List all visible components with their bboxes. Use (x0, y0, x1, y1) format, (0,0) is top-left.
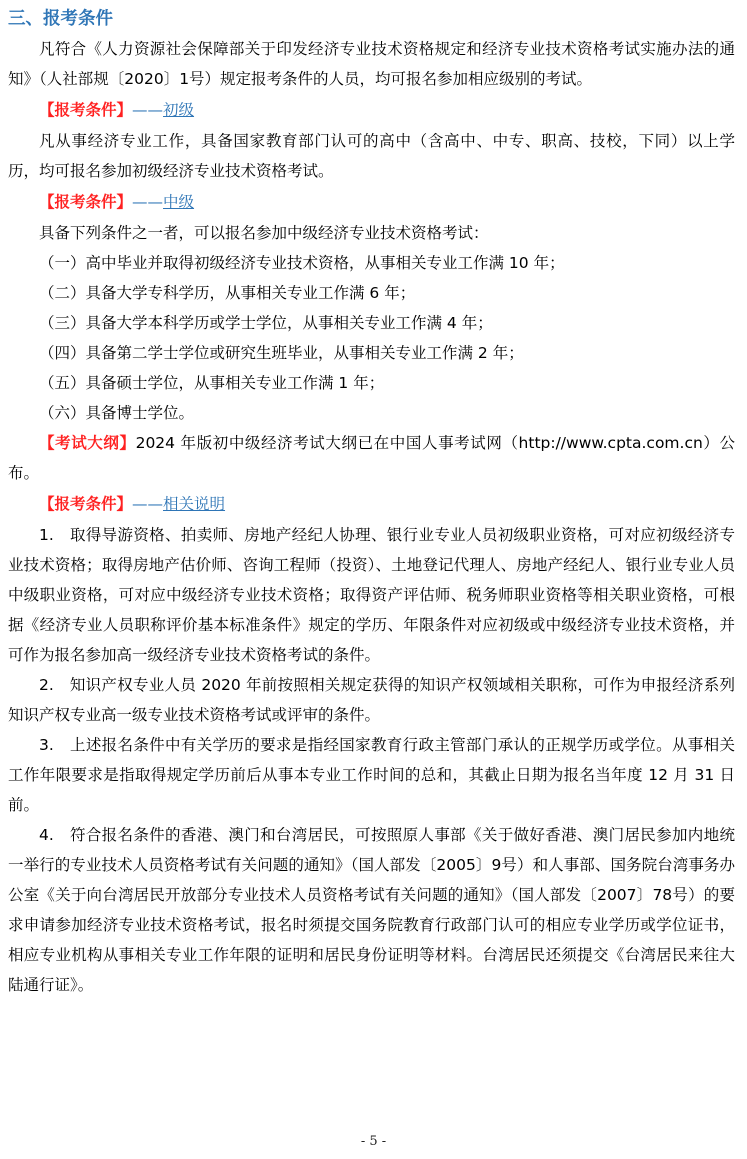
syllabus-tag: 【考试大纲】 (39, 434, 136, 452)
list-item: （六）具备博士学位。 (39, 404, 195, 422)
syllabus-paragraph (8, 428, 735, 488)
link-intermediate[interactable]: 中级 (163, 193, 195, 211)
subhead-dash: —— (132, 193, 164, 211)
list-item: （二）具备大学专科学历，从事相关专业工作满 6 年； (39, 284, 416, 302)
list-item: （五）具备硕士学位，从事相关专业工作满 1 年； (39, 374, 385, 392)
subhead-notes (8, 488, 735, 520)
link-notes[interactable]: 相关说明 (163, 495, 226, 513)
note-paragraph-2: 2. 知识产权专业人员 2020 年前按照相关规定获得的知识产权领域相关职称，可作为申报经济系列知识产权专业高一级专业技术资格考试或评审的条件。 (8, 676, 735, 724)
note-paragraph-1: 1. 取得导游资格、拍卖师、房地产经纪人协理、银行业专业人员初级职业资格，可对应初级经济专业技术资格；取得房地产估价师、咨询工程师（投资）、土地登记代理人、房地产经纪人、银行业专业人员中级职业资格，可对应中级经济专业技术资格；取得资产评估师、税务师职业资格等相关职业资格，可根据《经济专业人员职称评价基本标准条件》规定的学历、年限条件对应初级或中级经济专业技术资格，并可作为报名参加高一级经济专业技术资格考试的条件。 (8, 526, 735, 664)
page-number: - 5 - (360, 1134, 387, 1149)
subhead-dash: —— (132, 101, 164, 119)
note-paragraph-3: 3. 上述报名条件中有关学历的要求是指经国家教育行政主管部门承认的正规学历或学位。从事相关工作年限要求是指取得规定学历前后从事本专业工作时间的总和，其截止日期为报名当年度 12 月 31 日前。 (8, 736, 735, 814)
list-item: （三）具备大学本科学历或学士学位，从事相关专业工作满 4 年； (39, 314, 493, 332)
subhead-intermediate (8, 186, 735, 218)
junior-paragraph: 凡从事经济专业工作，具备国家教育部门认可的高中（含高中、中专、职高、技校，下同）以上学历，均可报名参加初级经济专业技术资格考试。 (8, 132, 735, 180)
subhead-dash: —— (132, 495, 164, 513)
syllabus-text: 2024 年版初中级经济考试大纲已在中国人事考试网（http://www.cpta.com.cn）公布。 (8, 434, 735, 482)
subhead-tag: 【报考条件】 (39, 193, 133, 211)
list-item: （一）高中毕业并取得初级经济专业技术资格，从事相关专业工作满 10 年； (39, 254, 565, 272)
intermediate-lead: 具备下列条件之一者，可以报名参加中级经济专业技术资格考试： (39, 224, 489, 242)
section-title: 三、报考条件 (8, 9, 113, 29)
intro-paragraph: 凡符合《人力资源社会保障部关于印发经济专业技术资格规定和经济专业技术资格考试实施办法的通知》（人社部规〔2020〕1号）规定报考条件的人员，均可报名参加相应级别的考试。 (8, 40, 735, 88)
subhead-junior (8, 94, 735, 126)
note-paragraph-4: 4. 符合报名条件的香港、澳门和台湾居民，可按照原人事部《关于做好香港、澳门居民参加内地统一举行的专业技术人员资格考试有关问题的通知》（国人部发〔2005〕9号）和人事部、国务院台湾事务办公室《关于向台湾居民开放部分专业技术人员资格考试有关问题的通知》（国人部发〔2007〕78号）的要求申请参加经济专业技术资格考试，报名时须提交国务院教育行政部门认可的相应专业学历或学位证书，相应专业机构从事相关专业工作年限的证明和居民身份证明等材料。台湾居民还须提交《台湾居民来往大陆通行证》。 (8, 826, 735, 994)
link-junior[interactable]: 初级 (163, 101, 195, 119)
subhead-tag: 【报考条件】 (39, 101, 133, 119)
subhead-tag: 【报考条件】 (39, 495, 133, 513)
list-item: （四）具备第二学士学位或研究生班毕业，从事相关专业工作满 2 年； (39, 344, 524, 362)
